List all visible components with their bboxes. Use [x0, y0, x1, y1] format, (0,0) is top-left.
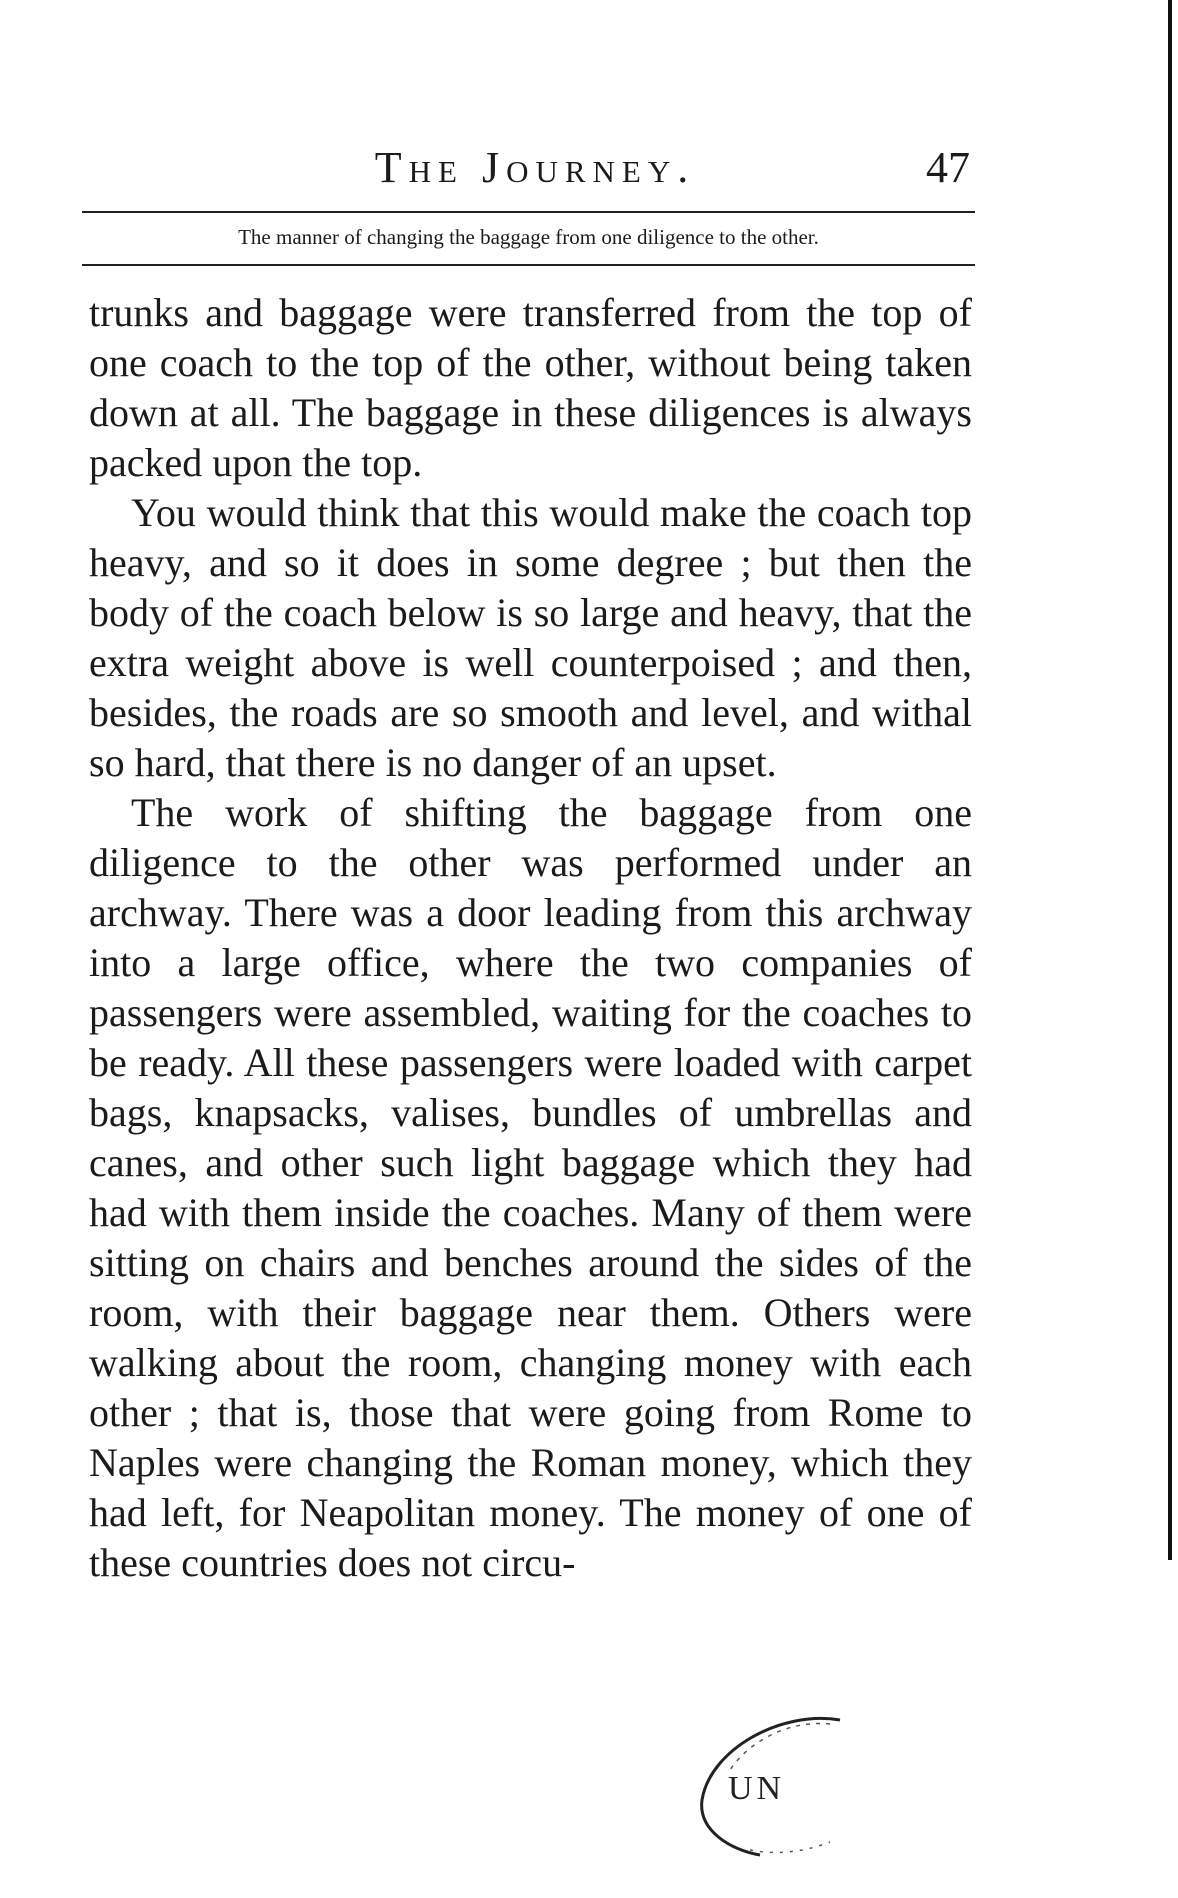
page-number: 47	[926, 143, 970, 192]
stamp-text: UN	[728, 1770, 786, 1807]
header-rule-top	[82, 211, 975, 213]
page-edge-line	[1168, 0, 1172, 1560]
library-stamp	[690, 1680, 870, 1860]
header-rule-bottom	[82, 264, 975, 266]
paragraph-2: You would think that this would make the coach top heavy, and so it does in some degree ; but then the body of the coach below is so large and heavy, that the extra weight above is well counterpoised ; and then, besides, the roads are so smooth and level, and withal so hard, that there is no danger of an upset.	[89, 490, 972, 785]
page-header	[100, 140, 970, 196]
paragraph-1: trunks and baggage were transferred from the top of one coach to the top of the other, without being taken down at all. The baggage in these diligences is always packed upon the top.	[89, 290, 972, 485]
body-text	[89, 288, 972, 1588]
running-head: The Journey.	[374, 143, 696, 192]
page-caption: The manner of changing the baggage from one diligence to the other.	[238, 225, 819, 249]
paragraph-3: The work of shifting the baggage from one diligence to the other was performed under an archway. There was a door leading from this archway into a large office, where the two companies of passengers were assembled, waiting for the coaches to be ready. All these passengers were loaded with carpet bags, knapsacks, valises, bundles of umbrellas and canes, and other such light baggage which they had had with them inside the coaches. Many of them were sitting on chairs and benches around the sides of the room, with their baggage near them. Others were walking about the room, changing money with each other ; that is, those that were going from Rome to Naples were changing the Roman money, which they had left, for Neapolitan money. The money of one of these countries does not circu-	[89, 790, 972, 1585]
